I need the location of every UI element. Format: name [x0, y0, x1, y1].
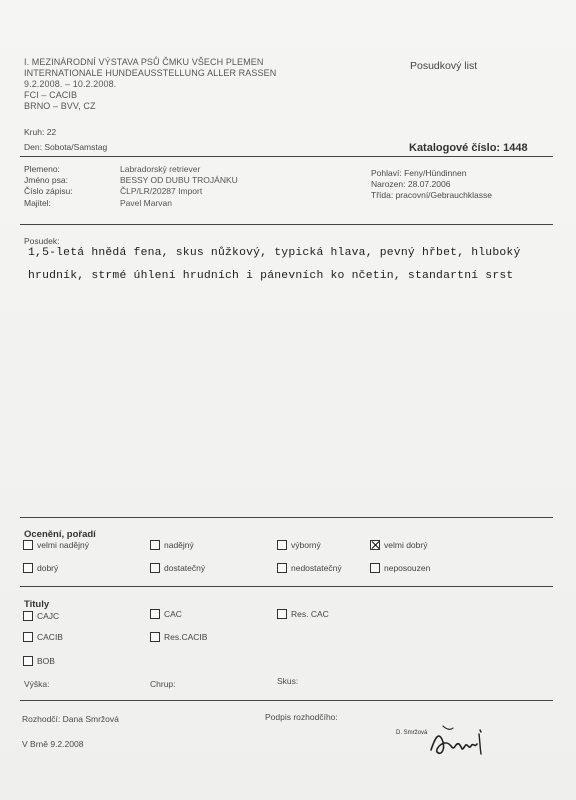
bite-label: Skus:	[277, 676, 299, 686]
title-option[interactable]: Res. CAC	[277, 609, 329, 619]
day-value: Sobota/Samstag	[44, 142, 108, 152]
show-fci: FCI – CACIB	[24, 90, 78, 100]
ring-value: 22	[46, 127, 57, 137]
ring-label: Kruh:	[24, 127, 45, 137]
title-option[interactable]: CAC	[150, 609, 182, 619]
checkbox[interactable]	[23, 563, 33, 573]
class-value: pracovní/Gebrauchklasse	[395, 190, 492, 200]
document-title: Posudkový list	[410, 60, 478, 72]
title-option[interactable]: Res.CACIB	[150, 632, 207, 642]
checkbox[interactable]	[23, 656, 33, 666]
rating-option[interactable]: nedostatečný	[277, 563, 342, 573]
owner-value: Pavel Marvan	[120, 198, 172, 208]
breed-label: Plemeno:	[24, 164, 60, 174]
born-value: 28.07.2006	[407, 179, 451, 189]
rating-option[interactable]: velmi nadějný	[23, 540, 89, 550]
checkbox-checked[interactable]	[370, 540, 380, 550]
sex-row	[371, 168, 466, 178]
rating-option[interactable]: dobrý	[23, 563, 58, 573]
height-label: Výška:	[24, 679, 50, 689]
checkbox[interactable]	[150, 540, 160, 550]
breed-value: Labradorský retriever	[120, 164, 201, 174]
rating-title: Ocenění, pořadí	[24, 529, 96, 540]
teeth-label: Chrup:	[150, 679, 176, 689]
rating-option[interactable]: neposouzen	[370, 563, 430, 573]
title-option[interactable]: BOB	[23, 656, 55, 666]
signature-label: Podpis rozhodčího:	[265, 712, 338, 722]
checkbox[interactable]	[150, 609, 160, 619]
owner-label: Majitel:	[24, 198, 51, 208]
rating-option-selected[interactable]: velmi dobrý	[370, 540, 427, 550]
show-location: BRNO – BVV, CZ	[24, 101, 96, 111]
catalog-label: Katalogové číslo:	[409, 142, 501, 154]
checkbox[interactable]	[150, 632, 160, 642]
divider-titles	[20, 700, 553, 701]
place-date: V Brně 9.2.2008	[22, 739, 84, 749]
checkbox[interactable]	[277, 563, 287, 573]
dog-name-label: Jméno psa:	[24, 175, 68, 185]
title-option[interactable]: CAJC	[23, 611, 59, 621]
divider-header	[20, 156, 553, 157]
divider-assessment	[20, 517, 553, 518]
checkbox[interactable]	[370, 563, 380, 573]
class-label: Třída:	[371, 190, 394, 200]
assessment-label: Posudek:	[24, 236, 60, 246]
rating-option[interactable]: dostatečný	[150, 563, 205, 573]
divider-rating	[20, 586, 553, 587]
checkbox[interactable]	[23, 611, 33, 621]
day-label: Den:	[24, 142, 42, 152]
judge-name: Rozhodčí: Dana Smržová	[22, 714, 119, 724]
rating-option[interactable]: výborný	[277, 540, 321, 550]
show-title-cz: I. MEZINÁRODNÍ VÝSTAVA PSŮ ČMKU VŠECH PLEMEN	[24, 57, 264, 67]
checkbox[interactable]	[23, 632, 33, 642]
dog-name-value: BESSY OD DUBU TROJÁNKU	[120, 175, 238, 185]
judge-stamp-name: D. Smržová	[396, 730, 428, 736]
checkbox[interactable]	[277, 609, 287, 619]
divider-details	[20, 224, 553, 225]
checkbox[interactable]	[277, 540, 287, 550]
title-option[interactable]: CACIB	[23, 632, 63, 642]
sex-value: Feny/Hündinnen	[404, 168, 467, 178]
class-row	[371, 190, 492, 200]
sex-label: Pohlaví:	[371, 168, 402, 178]
registration-label: Číslo zápisu:	[24, 186, 73, 196]
show-title-de: INTERNATIONALE HUNDEAUSSTELLUNG ALLER RASSEN	[24, 68, 277, 78]
rating-option[interactable]: nadějný	[150, 540, 194, 550]
checkbox[interactable]	[23, 540, 33, 550]
born-label: Narozen:	[371, 179, 406, 189]
catalog-value: 1448	[503, 142, 528, 154]
checkbox[interactable]	[150, 563, 160, 573]
signature-mark	[425, 716, 495, 764]
catalog-number	[409, 142, 528, 154]
day-row	[24, 142, 107, 152]
show-dates: 9.2.2008. – 10.2.2008.	[24, 79, 117, 89]
assessment-line-2: hrudník, strmé úhlení hrudních i pánevních ko nčetin, standartní srst	[28, 270, 514, 282]
born-row	[371, 179, 450, 189]
ring-row	[24, 127, 56, 137]
registration-value: ČLP/LR/20287 Import	[120, 186, 203, 196]
assessment-line-1: 1,5-letá hnědá fena, skus nůžkový, typická hlava, pevný hřbet, hluboký	[28, 247, 521, 259]
titles-title: Tituly	[24, 599, 50, 610]
